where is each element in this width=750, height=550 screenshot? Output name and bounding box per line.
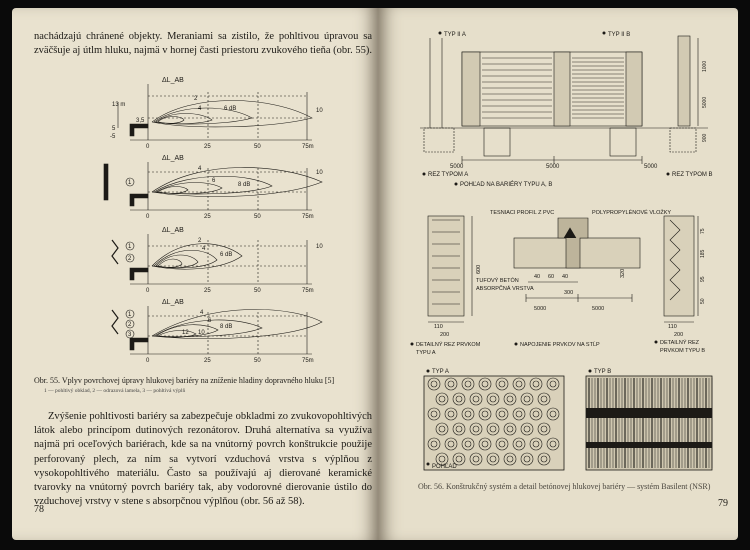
bottom-type-a: TYP A	[432, 369, 449, 375]
diagram-1-contour-3: 10	[316, 108, 323, 114]
diagram-2	[12, 148, 378, 228]
dim-600: 600	[476, 264, 482, 274]
diagram-1-ytick-0: 5	[112, 126, 116, 132]
diagram-4-contour-1: 6	[208, 318, 212, 324]
diagram-4-contour-4: 12	[182, 330, 189, 336]
diagram-4-xtick-1: 25	[204, 358, 211, 364]
diagram-1-contours	[152, 101, 312, 127]
detail-a-line1: DETAILNÝ REZ PRVKOM	[416, 342, 481, 348]
dim-300: 300	[564, 290, 574, 296]
diagram-2-xtick-0: 0	[146, 214, 150, 220]
diagram-1-contour-0: 2	[194, 96, 198, 102]
bottom-type-b: TYP B	[594, 369, 612, 375]
type-a-label: TYP II A	[444, 32, 466, 38]
diagram-1-xtick-0: 0	[146, 144, 150, 150]
page-number-left: 78	[34, 504, 44, 515]
figure-56-caption: Obr. 56. Konštrukčný systém a detail betónovej hlukovej bariéry — systém Basilent (NSR)	[418, 482, 711, 491]
rez-typom-a: REZ TYPOM A	[428, 172, 469, 178]
diagram-4-xtick-2: 50	[254, 358, 261, 364]
diagram-4-contour-0: 4	[200, 310, 204, 316]
diagram-3-xtick-2: 50	[254, 288, 261, 294]
diagram-3-xtick-1: 25	[204, 288, 211, 294]
diagram-1	[12, 72, 378, 152]
dim-side-r0: 75	[700, 228, 706, 234]
diagram-3-contour-1: 4	[202, 246, 206, 252]
dim-side-1: 5000	[702, 96, 708, 108]
diagram-1-xtick-3: 75m	[302, 144, 314, 150]
dim-40b: 40	[562, 274, 569, 280]
diagram-1-dim-h: 13 m	[112, 102, 126, 108]
detail-b-line1: DETAILNÝ REZ	[660, 340, 700, 346]
diagram-2-contour-3: 10	[316, 170, 323, 176]
dim-110: 110	[434, 324, 443, 330]
napojenie-label: NAPOJENIE PRVKOV NA STĹP	[520, 342, 600, 348]
dim-5000-a: 5000	[534, 306, 547, 312]
diagram-1-xtick-1: 25	[204, 144, 211, 150]
panel-type-b-band-1	[586, 408, 712, 418]
dim-side-0: 1000	[702, 60, 708, 72]
rez-typom-b: REZ TYPOM B	[672, 172, 713, 178]
diagram-3-contour-2: 6 dB	[220, 252, 233, 258]
label-absorpcna-vrstva: ABSORPČNÁ VRSTVA	[476, 286, 534, 292]
pohlad-label: POHĽAD	[432, 464, 457, 470]
type-b-label: TYP II B	[608, 32, 631, 38]
pohlad-na-bariery: POHĽAD NA BARIÉRY TYPU A, B	[460, 182, 553, 188]
diagram-2-mark: 1	[128, 180, 132, 186]
dim-side-r-110: 110	[668, 324, 677, 330]
diagram-2-xtick-2: 50	[254, 214, 261, 220]
figure-55-caption: Obr. 55. Vplyv povrchovej úpravy hlukovej bariéry na zníženie hladiny dopravného hluku [5]	[34, 376, 335, 385]
detail-sections	[378, 198, 738, 358]
dim-320: 320	[620, 268, 626, 278]
dim-40: 40	[534, 274, 541, 280]
left-page	[12, 8, 378, 540]
dim-top-0: 5000	[450, 164, 464, 170]
diagram-3-contour-0: 2	[198, 238, 202, 244]
dim-side-r3: 50	[700, 298, 706, 304]
diagram-4-contour-3: 10	[198, 330, 205, 336]
diagram-3-ylabel: ΔL_AB	[162, 227, 184, 234]
diagram-4-xtick-3: 75m	[302, 358, 314, 364]
barrier-elevation	[378, 8, 738, 198]
diagram-3-mark-0: 1	[128, 244, 132, 250]
diagram-2-xtick-1: 25	[204, 214, 211, 220]
diagram-4-mark-2: 3	[128, 332, 132, 338]
label-tufovy-beton: TUFOVÝ BETÓN	[476, 278, 519, 284]
dim-5000-b: 5000	[592, 306, 605, 312]
diagram-1-ylabel: ΔL_AB	[162, 77, 184, 84]
diagram-3-mark-1: 2	[128, 256, 132, 262]
diagram-1-axes	[118, 84, 312, 140]
dim-top-2: 5000	[644, 164, 658, 170]
dim-side-2: 900	[702, 133, 708, 142]
body-text: Zvýšenie pohltivosti bariéry sa zabezpečuje obkladmi zo zvukovopohltivých látok alebo princípom dutinových rezonátorov. Druhá alternatíva sa využíva najmä pri oceľových bariérach, kde sa na vnútorný povrch konštrukcie použije perforovaný plech, za ním sa vytvorí vzduchová vrstva s výplňou z vysokopohltivého materiálu. Často sa používajú aj dierované keramické tvarovky na vnútorný povrch bariéry tak, aby vodorovné dierovanie ústilo do vzduchovej vrstvy v stene s absorpčnou výplňou (obr. 56 až 58).	[34, 411, 372, 508]
panel-type-a	[424, 364, 564, 472]
label-tesniaci-profil: TESNIACI PROFIL Z PVC	[490, 210, 555, 216]
diagram-4-contour-2: 8 dB	[220, 324, 233, 330]
diagram-2-xtick-3: 75m	[302, 214, 314, 220]
page-number-right: 79	[718, 498, 728, 509]
panel-type-b	[586, 364, 716, 472]
detail-b-line2: PRVKOM TYPU B	[660, 348, 706, 354]
label-polypropylen: POLYPROPYLÉNOVÉ VLOŽKY	[592, 210, 672, 216]
diagram-3-contour-3: 10	[316, 244, 323, 250]
diagram-2-contour-0: 4	[198, 166, 202, 172]
dim-side-r2: 95	[700, 276, 706, 282]
diagram-1-xtick-2: 50	[254, 144, 261, 150]
diagram-3-xtick-0: 0	[146, 288, 150, 294]
dim-top-1: 5000	[546, 164, 560, 170]
diagram-4-xtick-0: 0	[146, 358, 150, 364]
diagram-1-contour-2: 6 dB	[224, 106, 237, 112]
diagram-4	[12, 292, 378, 372]
figure-55-legend: 1 — pohltivý obklad, 2 — odrazová lamela, 3 — pohltivá výplň	[44, 388, 186, 394]
panel-type-b-band-2	[586, 442, 712, 448]
diagram-4-ylabel: ΔL_AB	[162, 299, 184, 306]
diagram-2-contour-2: 8 dB	[238, 182, 251, 188]
dim-side-r-200: 200	[674, 332, 684, 338]
diagram-3-xtick-3: 75m	[302, 288, 314, 294]
diagram-1-contour-1: 4	[198, 106, 202, 112]
diagram-2-ylabel: ΔL_AB	[162, 155, 184, 162]
dim-60: 60	[548, 274, 555, 280]
diagram-1-dim-d: 3,5	[136, 118, 145, 124]
dim-200: 200	[440, 332, 450, 338]
diagram-4-mark-1: 2	[128, 322, 132, 328]
barrier-pattern	[482, 58, 624, 118]
intro-text: nachádzajú chránené objekty. Meraniami sa zistilo, že pohltivou úpravou sa zväčšuje aj útlm hluku, najmä v hornej časti priestoru zvukového tieňa (obr. 55).	[34, 31, 372, 57]
dim-side-r1: 185	[700, 249, 706, 258]
diagram-1-ytick-1: -5	[110, 134, 116, 140]
diagram-4-mark-0: 1	[128, 312, 132, 318]
right-page	[378, 8, 738, 540]
diagram-3	[12, 220, 378, 300]
diagram-2-contour-1: 6	[212, 178, 216, 184]
detail-a-line2: TYPU A	[416, 350, 436, 356]
